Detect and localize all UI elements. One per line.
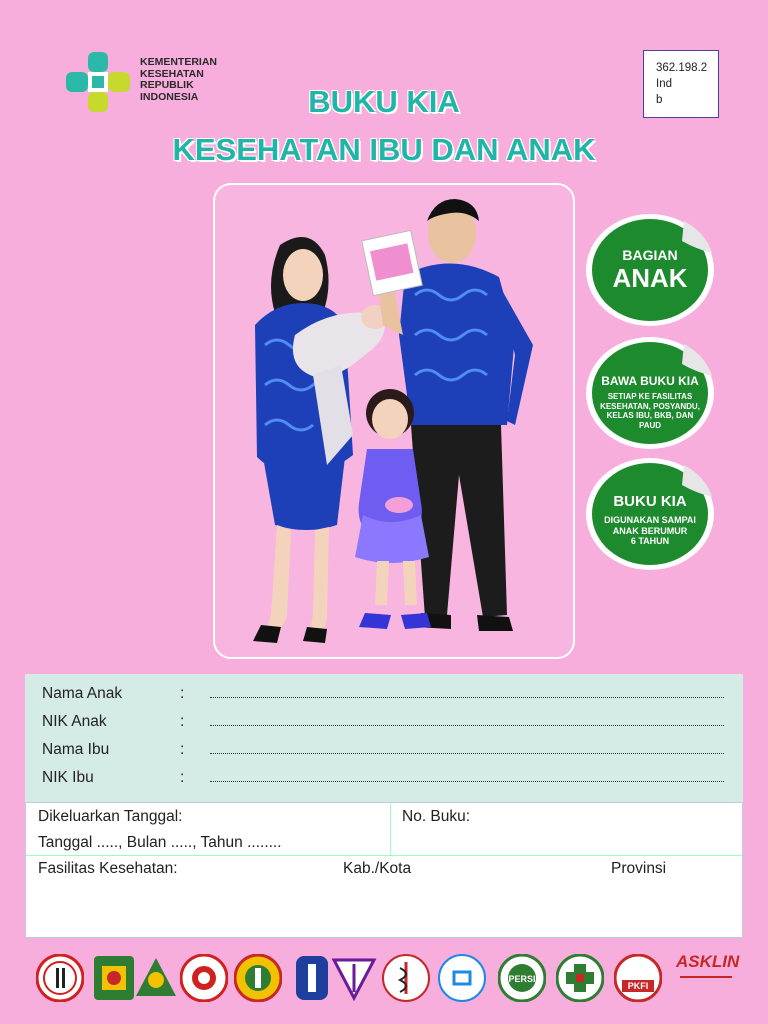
call-number-line: 362.198.2 [656,62,708,74]
badge-body-line: KELAS IBU, BKB, DAN [606,411,694,420]
ibi-logo-icon [180,954,228,1002]
mother-figure [253,237,389,643]
badge-title: BUKU KIA [613,493,687,510]
badge-buku-kia-usage [584,457,716,570]
issued-date-field[interactable]: Tanggal ....., Bulan ....., Tahun ........ [38,834,282,851]
nama-ibu-field[interactable] [210,753,724,754]
asklin-logo [676,952,740,1000]
field-colon: : [180,741,185,758]
persi-logo-icon [498,954,546,1002]
nama-anak-field[interactable] [210,697,724,698]
nik-ibu-field[interactable] [210,781,724,782]
badge-body-line: ANAK BERUMUR [612,525,688,536]
ministry-line: KEMENTERIAN [140,56,218,68]
family-illustration [213,183,575,659]
call-number-line: Ind [656,78,672,90]
field-colon: : [180,713,185,730]
city-label: Kab./Kota [343,860,412,877]
asklin-text: ASKLIN [676,952,740,971]
divider [390,803,391,855]
badge-body-line: DIGUNAKAN SAMPAI [604,515,696,525]
issued-date-label: Dikeluarkan Tanggal: [38,808,183,825]
pkfi-logo-icon [614,954,662,1002]
call-number-line: b [656,94,663,106]
badge-body-line: PAUD [638,420,662,430]
ministry-line: KESEHATAN [140,67,204,80]
pogi-logo-icon [330,954,378,1002]
identity-form [25,674,743,802]
field-label: Nama Anak [42,685,123,702]
badge-body-line: 6 TAHUN [630,536,670,546]
idi-logo-icon [382,954,430,1002]
persi-text: PERSI [508,974,536,984]
facility-label: Fasilitas Kesehatan: [38,860,178,877]
field-label: NIK Ibu [42,769,94,786]
blue-emblem-logo-icon [288,954,336,1002]
asklin-underline [680,976,732,978]
issuance-box [25,802,743,938]
ikatan-bidan-logo-icon [90,954,138,1002]
ministry-line: INDONESIA [140,90,199,103]
badge-line: BAGIAN [622,247,678,263]
green-cross-logo-icon [556,954,604,1002]
ministry-line: REPUBLIK [140,79,194,91]
tree-emblem-logo-icon [132,954,180,1002]
field-label: NIK Anak [42,713,107,730]
family-drawing-icon [215,185,575,659]
badge-body [584,392,716,430]
badge-body-line: KESEHATAN, POSYANDU, [600,401,700,411]
book-title: BUKU KIA [308,84,460,119]
badge-title: BAWA BUKU KIA [601,374,699,388]
field-colon: : [180,769,185,786]
nik-anak-field[interactable] [210,725,724,726]
badge-line-large: ANAK [612,263,688,293]
book-number-label: No. Buku: [402,808,471,825]
idai-logo-icon [36,954,84,1002]
badge-bawa-buku-kia [584,336,716,449]
province-label: Provinsi [611,860,667,877]
book-subtitle: KESEHATAN IBU DAN ANAK [172,132,596,167]
pkfi-text: PKFI [627,981,649,991]
divider [26,855,742,856]
badge-sticker-icon [584,457,716,570]
badge-body [584,515,716,547]
field-label: Nama Ibu [42,741,110,758]
badge-bagian-anak [584,213,716,326]
field-colon: : [180,685,185,702]
ppni-logo-icon [234,954,282,1002]
ikatan-dinas-logo-icon [438,954,486,1002]
badge-body-line: SETIAP KE FASILITAS [607,392,693,401]
